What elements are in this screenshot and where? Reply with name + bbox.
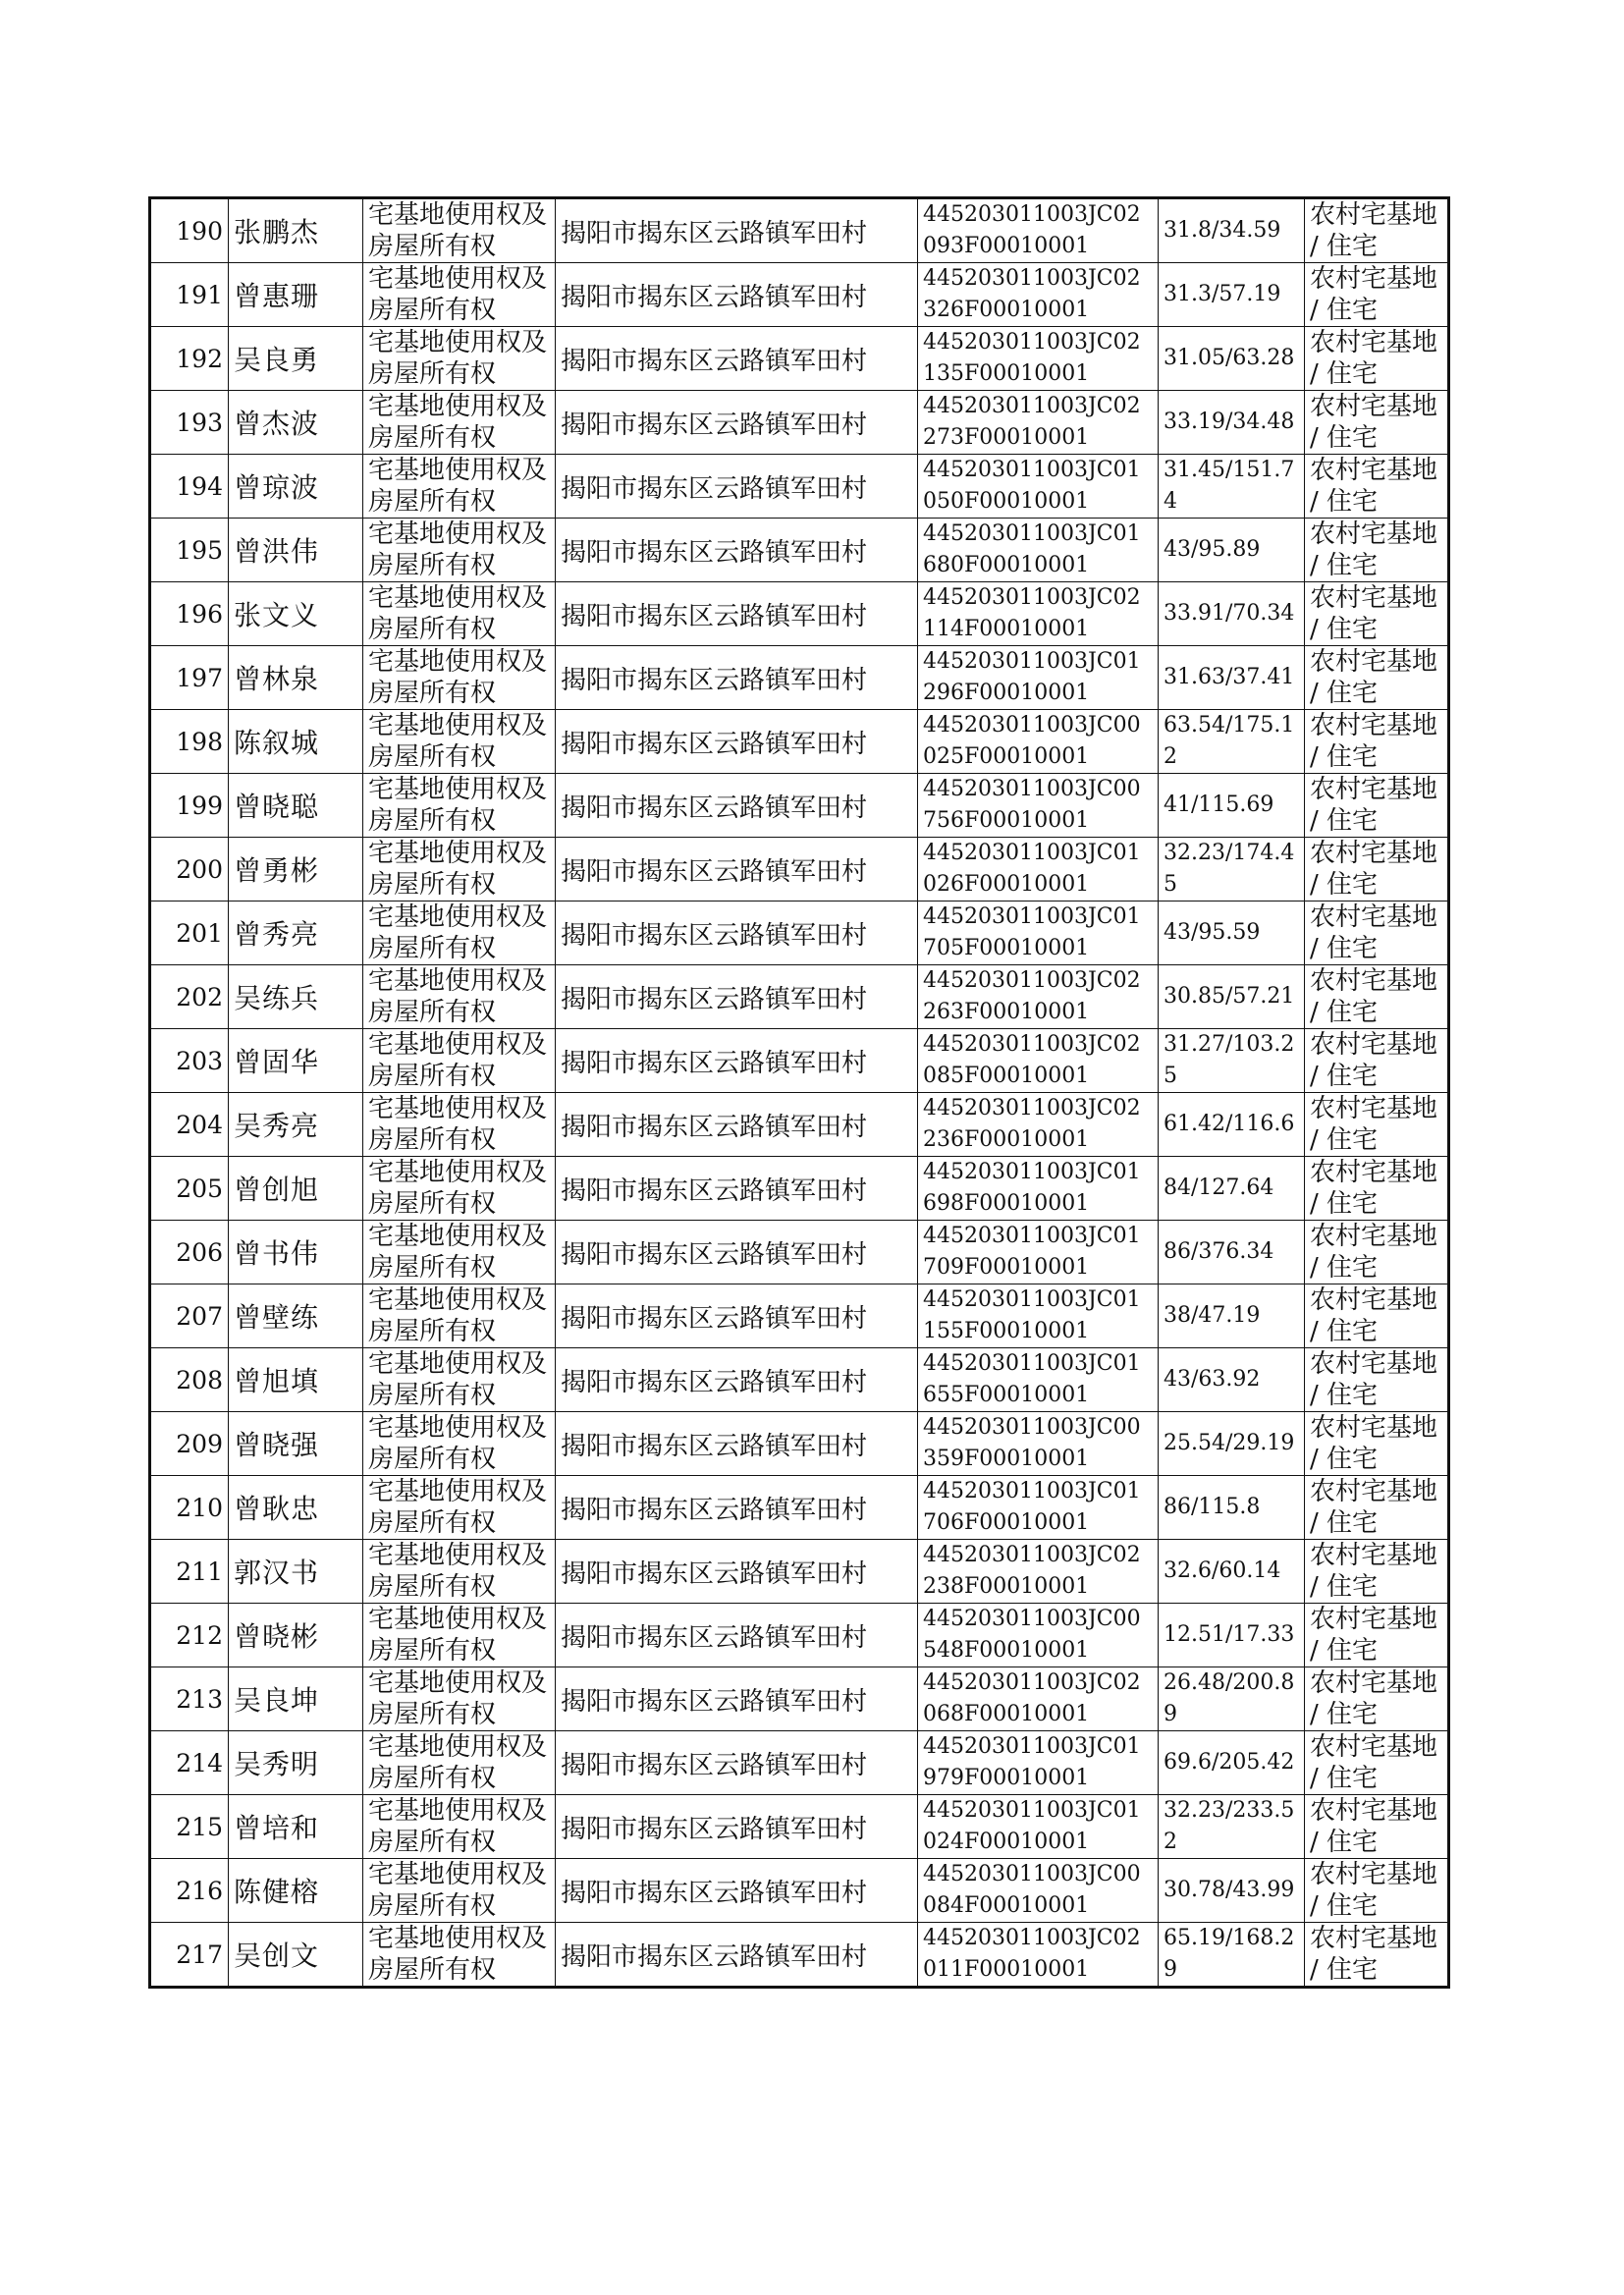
property-register-table bbox=[148, 196, 1450, 1989]
location-cell: 揭阳市揭东区云路镇军田村 bbox=[556, 1093, 918, 1157]
owner-name-cell: 吴良坤 bbox=[229, 1667, 363, 1731]
owner-name-cell: 张文义 bbox=[229, 582, 363, 646]
location-cell: 揭阳市揭东区云路镇军田村 bbox=[556, 965, 918, 1029]
table-row bbox=[150, 1476, 1449, 1540]
right-type-cell: 宅基地使用权及房屋所有权 bbox=[363, 902, 556, 965]
owner-name-cell: 曾培和 bbox=[229, 1795, 363, 1859]
location-cell: 揭阳市揭东区云路镇军田村 bbox=[556, 327, 918, 391]
land-use-cell: 农村宅基地 / 住宅 bbox=[1305, 198, 1449, 263]
row-number-cell: 195 bbox=[150, 519, 229, 582]
owner-name-cell: 曾琼波 bbox=[229, 455, 363, 519]
unit-code-cell: 445203011003JC02085F00010001 bbox=[918, 1029, 1159, 1093]
table-row bbox=[150, 1093, 1449, 1157]
location-cell: 揭阳市揭东区云路镇军田村 bbox=[556, 1284, 918, 1348]
right-type-cell: 宅基地使用权及房屋所有权 bbox=[363, 1604, 556, 1667]
owner-name-cell: 陈健榕 bbox=[229, 1859, 363, 1923]
right-type-cell: 宅基地使用权及房屋所有权 bbox=[363, 455, 556, 519]
land-use-cell: 农村宅基地 / 住宅 bbox=[1305, 391, 1449, 455]
land-use-cell: 农村宅基地 / 住宅 bbox=[1305, 1667, 1449, 1731]
location-cell: 揭阳市揭东区云路镇军田村 bbox=[556, 582, 918, 646]
area-cell: 30.85/57.21 bbox=[1159, 965, 1305, 1029]
right-type-cell: 宅基地使用权及房屋所有权 bbox=[363, 774, 556, 838]
row-number-cell: 211 bbox=[150, 1540, 229, 1604]
table-row bbox=[150, 1348, 1449, 1412]
land-use-cell: 农村宅基地 / 住宅 bbox=[1305, 1284, 1449, 1348]
land-use-cell: 农村宅基地 / 住宅 bbox=[1305, 1029, 1449, 1093]
right-type-cell: 宅基地使用权及房屋所有权 bbox=[363, 1667, 556, 1731]
area-cell: 86/115.8 bbox=[1159, 1476, 1305, 1540]
owner-name-cell: 吴秀亮 bbox=[229, 1093, 363, 1157]
owner-name-cell: 曾惠珊 bbox=[229, 263, 363, 327]
area-cell: 31.8/34.59 bbox=[1159, 198, 1305, 263]
location-cell: 揭阳市揭东区云路镇军田村 bbox=[556, 1795, 918, 1859]
owner-name-cell: 郭汉书 bbox=[229, 1540, 363, 1604]
row-number-cell: 192 bbox=[150, 327, 229, 391]
area-cell: 84/127.64 bbox=[1159, 1157, 1305, 1221]
table-row bbox=[150, 774, 1449, 838]
land-use-cell: 农村宅基地 / 住宅 bbox=[1305, 1476, 1449, 1540]
right-type-cell: 宅基地使用权及房屋所有权 bbox=[363, 582, 556, 646]
land-use-cell: 农村宅基地 / 住宅 bbox=[1305, 710, 1449, 774]
row-number-cell: 212 bbox=[150, 1604, 229, 1667]
owner-name-cell: 曾林泉 bbox=[229, 646, 363, 710]
right-type-cell: 宅基地使用权及房屋所有权 bbox=[363, 1412, 556, 1476]
table-row bbox=[150, 710, 1449, 774]
area-cell: 69.6/205.42 bbox=[1159, 1731, 1305, 1795]
table-row bbox=[150, 391, 1449, 455]
table-row bbox=[150, 965, 1449, 1029]
location-cell: 揭阳市揭东区云路镇军田村 bbox=[556, 1731, 918, 1795]
unit-code-cell: 445203011003JC01709F00010001 bbox=[918, 1221, 1159, 1284]
owner-name-cell: 曾晓聪 bbox=[229, 774, 363, 838]
land-use-cell: 农村宅基地 / 住宅 bbox=[1305, 1157, 1449, 1221]
table-row bbox=[150, 582, 1449, 646]
unit-code-cell: 445203011003JC02238F00010001 bbox=[918, 1540, 1159, 1604]
row-number-cell: 202 bbox=[150, 965, 229, 1029]
table-row bbox=[150, 198, 1449, 263]
area-cell: 31.05/63.28 bbox=[1159, 327, 1305, 391]
table-row bbox=[150, 1795, 1449, 1859]
location-cell: 揭阳市揭东区云路镇军田村 bbox=[556, 902, 918, 965]
right-type-cell: 宅基地使用权及房屋所有权 bbox=[363, 1540, 556, 1604]
right-type-cell: 宅基地使用权及房屋所有权 bbox=[363, 1795, 556, 1859]
unit-code-cell: 445203011003JC00084F00010001 bbox=[918, 1859, 1159, 1923]
table-row bbox=[150, 327, 1449, 391]
area-cell: 65.19/168.29 bbox=[1159, 1923, 1305, 1988]
location-cell: 揭阳市揭东区云路镇军田村 bbox=[556, 1476, 918, 1540]
table-row bbox=[150, 1667, 1449, 1731]
area-cell: 25.54/29.19 bbox=[1159, 1412, 1305, 1476]
unit-code-cell: 445203011003JC01296F00010001 bbox=[918, 646, 1159, 710]
row-number-cell: 200 bbox=[150, 838, 229, 902]
unit-code-cell: 445203011003JC01698F00010001 bbox=[918, 1157, 1159, 1221]
unit-code-cell: 445203011003JC01680F00010001 bbox=[918, 519, 1159, 582]
owner-name-cell: 曾耿忠 bbox=[229, 1476, 363, 1540]
unit-code-cell: 445203011003JC01655F00010001 bbox=[918, 1348, 1159, 1412]
owner-name-cell: 吴秀明 bbox=[229, 1731, 363, 1795]
row-number-cell: 213 bbox=[150, 1667, 229, 1731]
row-number-cell: 190 bbox=[150, 198, 229, 263]
right-type-cell: 宅基地使用权及房屋所有权 bbox=[363, 1348, 556, 1412]
location-cell: 揭阳市揭东区云路镇军田村 bbox=[556, 774, 918, 838]
right-type-cell: 宅基地使用权及房屋所有权 bbox=[363, 1093, 556, 1157]
table-row bbox=[150, 1157, 1449, 1221]
unit-code-cell: 445203011003JC00756F00010001 bbox=[918, 774, 1159, 838]
right-type-cell: 宅基地使用权及房屋所有权 bbox=[363, 1221, 556, 1284]
location-cell: 揭阳市揭东区云路镇军田村 bbox=[556, 1348, 918, 1412]
owner-name-cell: 曾秀亮 bbox=[229, 902, 363, 965]
location-cell: 揭阳市揭东区云路镇军田村 bbox=[556, 263, 918, 327]
table-row bbox=[150, 902, 1449, 965]
land-use-cell: 农村宅基地 / 住宅 bbox=[1305, 1731, 1449, 1795]
table-row bbox=[150, 263, 1449, 327]
owner-name-cell: 曾晓强 bbox=[229, 1412, 363, 1476]
land-use-cell: 农村宅基地 / 住宅 bbox=[1305, 1348, 1449, 1412]
right-type-cell: 宅基地使用权及房屋所有权 bbox=[363, 710, 556, 774]
unit-code-cell: 445203011003JC01979F00010001 bbox=[918, 1731, 1159, 1795]
row-number-cell: 198 bbox=[150, 710, 229, 774]
owner-name-cell: 曾旭填 bbox=[229, 1348, 363, 1412]
location-cell: 揭阳市揭东区云路镇军田村 bbox=[556, 1412, 918, 1476]
right-type-cell: 宅基地使用权及房屋所有权 bbox=[363, 838, 556, 902]
right-type-cell: 宅基地使用权及房屋所有权 bbox=[363, 1923, 556, 1988]
row-number-cell: 196 bbox=[150, 582, 229, 646]
owner-name-cell: 曾洪伟 bbox=[229, 519, 363, 582]
row-number-cell: 199 bbox=[150, 774, 229, 838]
area-cell: 61.42/116.6 bbox=[1159, 1093, 1305, 1157]
unit-code-cell: 445203011003JC02236F00010001 bbox=[918, 1093, 1159, 1157]
location-cell: 揭阳市揭东区云路镇军田村 bbox=[556, 391, 918, 455]
area-cell: 31.27/103.25 bbox=[1159, 1029, 1305, 1093]
unit-code-cell: 445203011003JC02011F00010001 bbox=[918, 1923, 1159, 1988]
table-row bbox=[150, 1284, 1449, 1348]
land-use-cell: 农村宅基地 / 住宅 bbox=[1305, 646, 1449, 710]
right-type-cell: 宅基地使用权及房屋所有权 bbox=[363, 1284, 556, 1348]
row-number-cell: 217 bbox=[150, 1923, 229, 1988]
unit-code-cell: 445203011003JC01155F00010001 bbox=[918, 1284, 1159, 1348]
land-use-cell: 农村宅基地 / 住宅 bbox=[1305, 1540, 1449, 1604]
table-row bbox=[150, 646, 1449, 710]
table-row bbox=[150, 519, 1449, 582]
row-number-cell: 214 bbox=[150, 1731, 229, 1795]
unit-code-cell: 445203011003JC02326F00010001 bbox=[918, 263, 1159, 327]
location-cell: 揭阳市揭东区云路镇军田村 bbox=[556, 1667, 918, 1731]
right-type-cell: 宅基地使用权及房屋所有权 bbox=[363, 1859, 556, 1923]
area-cell: 43/95.59 bbox=[1159, 902, 1305, 965]
area-cell: 38/47.19 bbox=[1159, 1284, 1305, 1348]
owner-name-cell: 曾杰波 bbox=[229, 391, 363, 455]
table-row bbox=[150, 1221, 1449, 1284]
owner-name-cell: 曾壁练 bbox=[229, 1284, 363, 1348]
row-number-cell: 206 bbox=[150, 1221, 229, 1284]
owner-name-cell: 曾书伟 bbox=[229, 1221, 363, 1284]
area-cell: 31.3/57.19 bbox=[1159, 263, 1305, 327]
row-number-cell: 209 bbox=[150, 1412, 229, 1476]
right-type-cell: 宅基地使用权及房屋所有权 bbox=[363, 198, 556, 263]
location-cell: 揭阳市揭东区云路镇军田村 bbox=[556, 646, 918, 710]
location-cell: 揭阳市揭东区云路镇军田村 bbox=[556, 519, 918, 582]
location-cell: 揭阳市揭东区云路镇军田村 bbox=[556, 1604, 918, 1667]
right-type-cell: 宅基地使用权及房屋所有权 bbox=[363, 263, 556, 327]
register-table-body bbox=[150, 198, 1449, 1988]
owner-name-cell: 张鹏杰 bbox=[229, 198, 363, 263]
land-use-cell: 农村宅基地 / 住宅 bbox=[1305, 965, 1449, 1029]
location-cell: 揭阳市揭东区云路镇军田村 bbox=[556, 455, 918, 519]
land-use-cell: 农村宅基地 / 住宅 bbox=[1305, 455, 1449, 519]
right-type-cell: 宅基地使用权及房屋所有权 bbox=[363, 646, 556, 710]
table-row bbox=[150, 455, 1449, 519]
row-number-cell: 191 bbox=[150, 263, 229, 327]
location-cell: 揭阳市揭东区云路镇军田村 bbox=[556, 710, 918, 774]
land-use-cell: 农村宅基地 / 住宅 bbox=[1305, 263, 1449, 327]
land-use-cell: 农村宅基地 / 住宅 bbox=[1305, 1221, 1449, 1284]
location-cell: 揭阳市揭东区云路镇军田村 bbox=[556, 198, 918, 263]
row-number-cell: 193 bbox=[150, 391, 229, 455]
land-use-cell: 农村宅基地 / 住宅 bbox=[1305, 327, 1449, 391]
table-row bbox=[150, 1029, 1449, 1093]
owner-name-cell: 吴良勇 bbox=[229, 327, 363, 391]
row-number-cell: 204 bbox=[150, 1093, 229, 1157]
land-use-cell: 农村宅基地 / 住宅 bbox=[1305, 774, 1449, 838]
unit-code-cell: 445203011003JC02273F00010001 bbox=[918, 391, 1159, 455]
owner-name-cell: 吴练兵 bbox=[229, 965, 363, 1029]
owner-name-cell: 曾晓彬 bbox=[229, 1604, 363, 1667]
table-row bbox=[150, 1859, 1449, 1923]
area-cell: 32.23/174.45 bbox=[1159, 838, 1305, 902]
land-use-cell: 农村宅基地 / 住宅 bbox=[1305, 1859, 1449, 1923]
row-number-cell: 203 bbox=[150, 1029, 229, 1093]
row-number-cell: 194 bbox=[150, 455, 229, 519]
right-type-cell: 宅基地使用权及房屋所有权 bbox=[363, 1029, 556, 1093]
row-number-cell: 205 bbox=[150, 1157, 229, 1221]
area-cell: 63.54/175.12 bbox=[1159, 710, 1305, 774]
land-use-cell: 农村宅基地 / 住宅 bbox=[1305, 1093, 1449, 1157]
table-row bbox=[150, 1923, 1449, 1988]
right-type-cell: 宅基地使用权及房屋所有权 bbox=[363, 1476, 556, 1540]
table-row bbox=[150, 1604, 1449, 1667]
unit-code-cell: 445203011003JC00025F00010001 bbox=[918, 710, 1159, 774]
area-cell: 31.63/37.41 bbox=[1159, 646, 1305, 710]
unit-code-cell: 445203011003JC02114F00010001 bbox=[918, 582, 1159, 646]
row-number-cell: 210 bbox=[150, 1476, 229, 1540]
unit-code-cell: 445203011003JC01705F00010001 bbox=[918, 902, 1159, 965]
unit-code-cell: 445203011003JC02068F00010001 bbox=[918, 1667, 1159, 1731]
unit-code-cell: 445203011003JC02135F00010001 bbox=[918, 327, 1159, 391]
owner-name-cell: 陈叙城 bbox=[229, 710, 363, 774]
table-row bbox=[150, 1540, 1449, 1604]
location-cell: 揭阳市揭东区云路镇军田村 bbox=[556, 1859, 918, 1923]
owner-name-cell: 曾创旭 bbox=[229, 1157, 363, 1221]
location-cell: 揭阳市揭东区云路镇军田村 bbox=[556, 1540, 918, 1604]
area-cell: 32.6/60.14 bbox=[1159, 1540, 1305, 1604]
unit-code-cell: 445203011003JC00359F00010001 bbox=[918, 1412, 1159, 1476]
area-cell: 86/376.34 bbox=[1159, 1221, 1305, 1284]
unit-code-cell: 445203011003JC02093F00010001 bbox=[918, 198, 1159, 263]
location-cell: 揭阳市揭东区云路镇军田村 bbox=[556, 1157, 918, 1221]
land-use-cell: 农村宅基地 / 住宅 bbox=[1305, 1604, 1449, 1667]
owner-name-cell: 吴创文 bbox=[229, 1923, 363, 1988]
land-use-cell: 农村宅基地 / 住宅 bbox=[1305, 582, 1449, 646]
right-type-cell: 宅基地使用权及房屋所有权 bbox=[363, 519, 556, 582]
land-use-cell: 农村宅基地 / 住宅 bbox=[1305, 902, 1449, 965]
location-cell: 揭阳市揭东区云路镇军田村 bbox=[556, 1029, 918, 1093]
area-cell: 33.91/70.34 bbox=[1159, 582, 1305, 646]
right-type-cell: 宅基地使用权及房屋所有权 bbox=[363, 1731, 556, 1795]
row-number-cell: 201 bbox=[150, 902, 229, 965]
location-cell: 揭阳市揭东区云路镇军田村 bbox=[556, 1221, 918, 1284]
land-use-cell: 农村宅基地 / 住宅 bbox=[1305, 1923, 1449, 1988]
right-type-cell: 宅基地使用权及房屋所有权 bbox=[363, 391, 556, 455]
area-cell: 43/95.89 bbox=[1159, 519, 1305, 582]
unit-code-cell: 445203011003JC02263F00010001 bbox=[918, 965, 1159, 1029]
row-number-cell: 208 bbox=[150, 1348, 229, 1412]
location-cell: 揭阳市揭东区云路镇军田村 bbox=[556, 1923, 918, 1988]
row-number-cell: 216 bbox=[150, 1859, 229, 1923]
right-type-cell: 宅基地使用权及房屋所有权 bbox=[363, 327, 556, 391]
unit-code-cell: 445203011003JC01706F00010001 bbox=[918, 1476, 1159, 1540]
area-cell: 32.23/233.52 bbox=[1159, 1795, 1305, 1859]
row-number-cell: 197 bbox=[150, 646, 229, 710]
land-use-cell: 农村宅基地 / 住宅 bbox=[1305, 1412, 1449, 1476]
owner-name-cell: 曾勇彬 bbox=[229, 838, 363, 902]
right-type-cell: 宅基地使用权及房屋所有权 bbox=[363, 1157, 556, 1221]
row-number-cell: 215 bbox=[150, 1795, 229, 1859]
owner-name-cell: 曾固华 bbox=[229, 1029, 363, 1093]
row-number-cell: 207 bbox=[150, 1284, 229, 1348]
area-cell: 41/115.69 bbox=[1159, 774, 1305, 838]
area-cell: 30.78/43.99 bbox=[1159, 1859, 1305, 1923]
table-row bbox=[150, 1412, 1449, 1476]
area-cell: 12.51/17.33 bbox=[1159, 1604, 1305, 1667]
land-use-cell: 农村宅基地 / 住宅 bbox=[1305, 1795, 1449, 1859]
area-cell: 31.45/151.74 bbox=[1159, 455, 1305, 519]
right-type-cell: 宅基地使用权及房屋所有权 bbox=[363, 965, 556, 1029]
unit-code-cell: 445203011003JC01024F00010001 bbox=[918, 1795, 1159, 1859]
table-row bbox=[150, 1731, 1449, 1795]
land-use-cell: 农村宅基地 / 住宅 bbox=[1305, 838, 1449, 902]
table-row bbox=[150, 838, 1449, 902]
land-use-cell: 农村宅基地 / 住宅 bbox=[1305, 519, 1449, 582]
area-cell: 33.19/34.48 bbox=[1159, 391, 1305, 455]
location-cell: 揭阳市揭东区云路镇军田村 bbox=[556, 838, 918, 902]
unit-code-cell: 445203011003JC00548F00010001 bbox=[918, 1604, 1159, 1667]
area-cell: 43/63.92 bbox=[1159, 1348, 1305, 1412]
area-cell: 26.48/200.89 bbox=[1159, 1667, 1305, 1731]
unit-code-cell: 445203011003JC01026F00010001 bbox=[918, 838, 1159, 902]
unit-code-cell: 445203011003JC01050F00010001 bbox=[918, 455, 1159, 519]
